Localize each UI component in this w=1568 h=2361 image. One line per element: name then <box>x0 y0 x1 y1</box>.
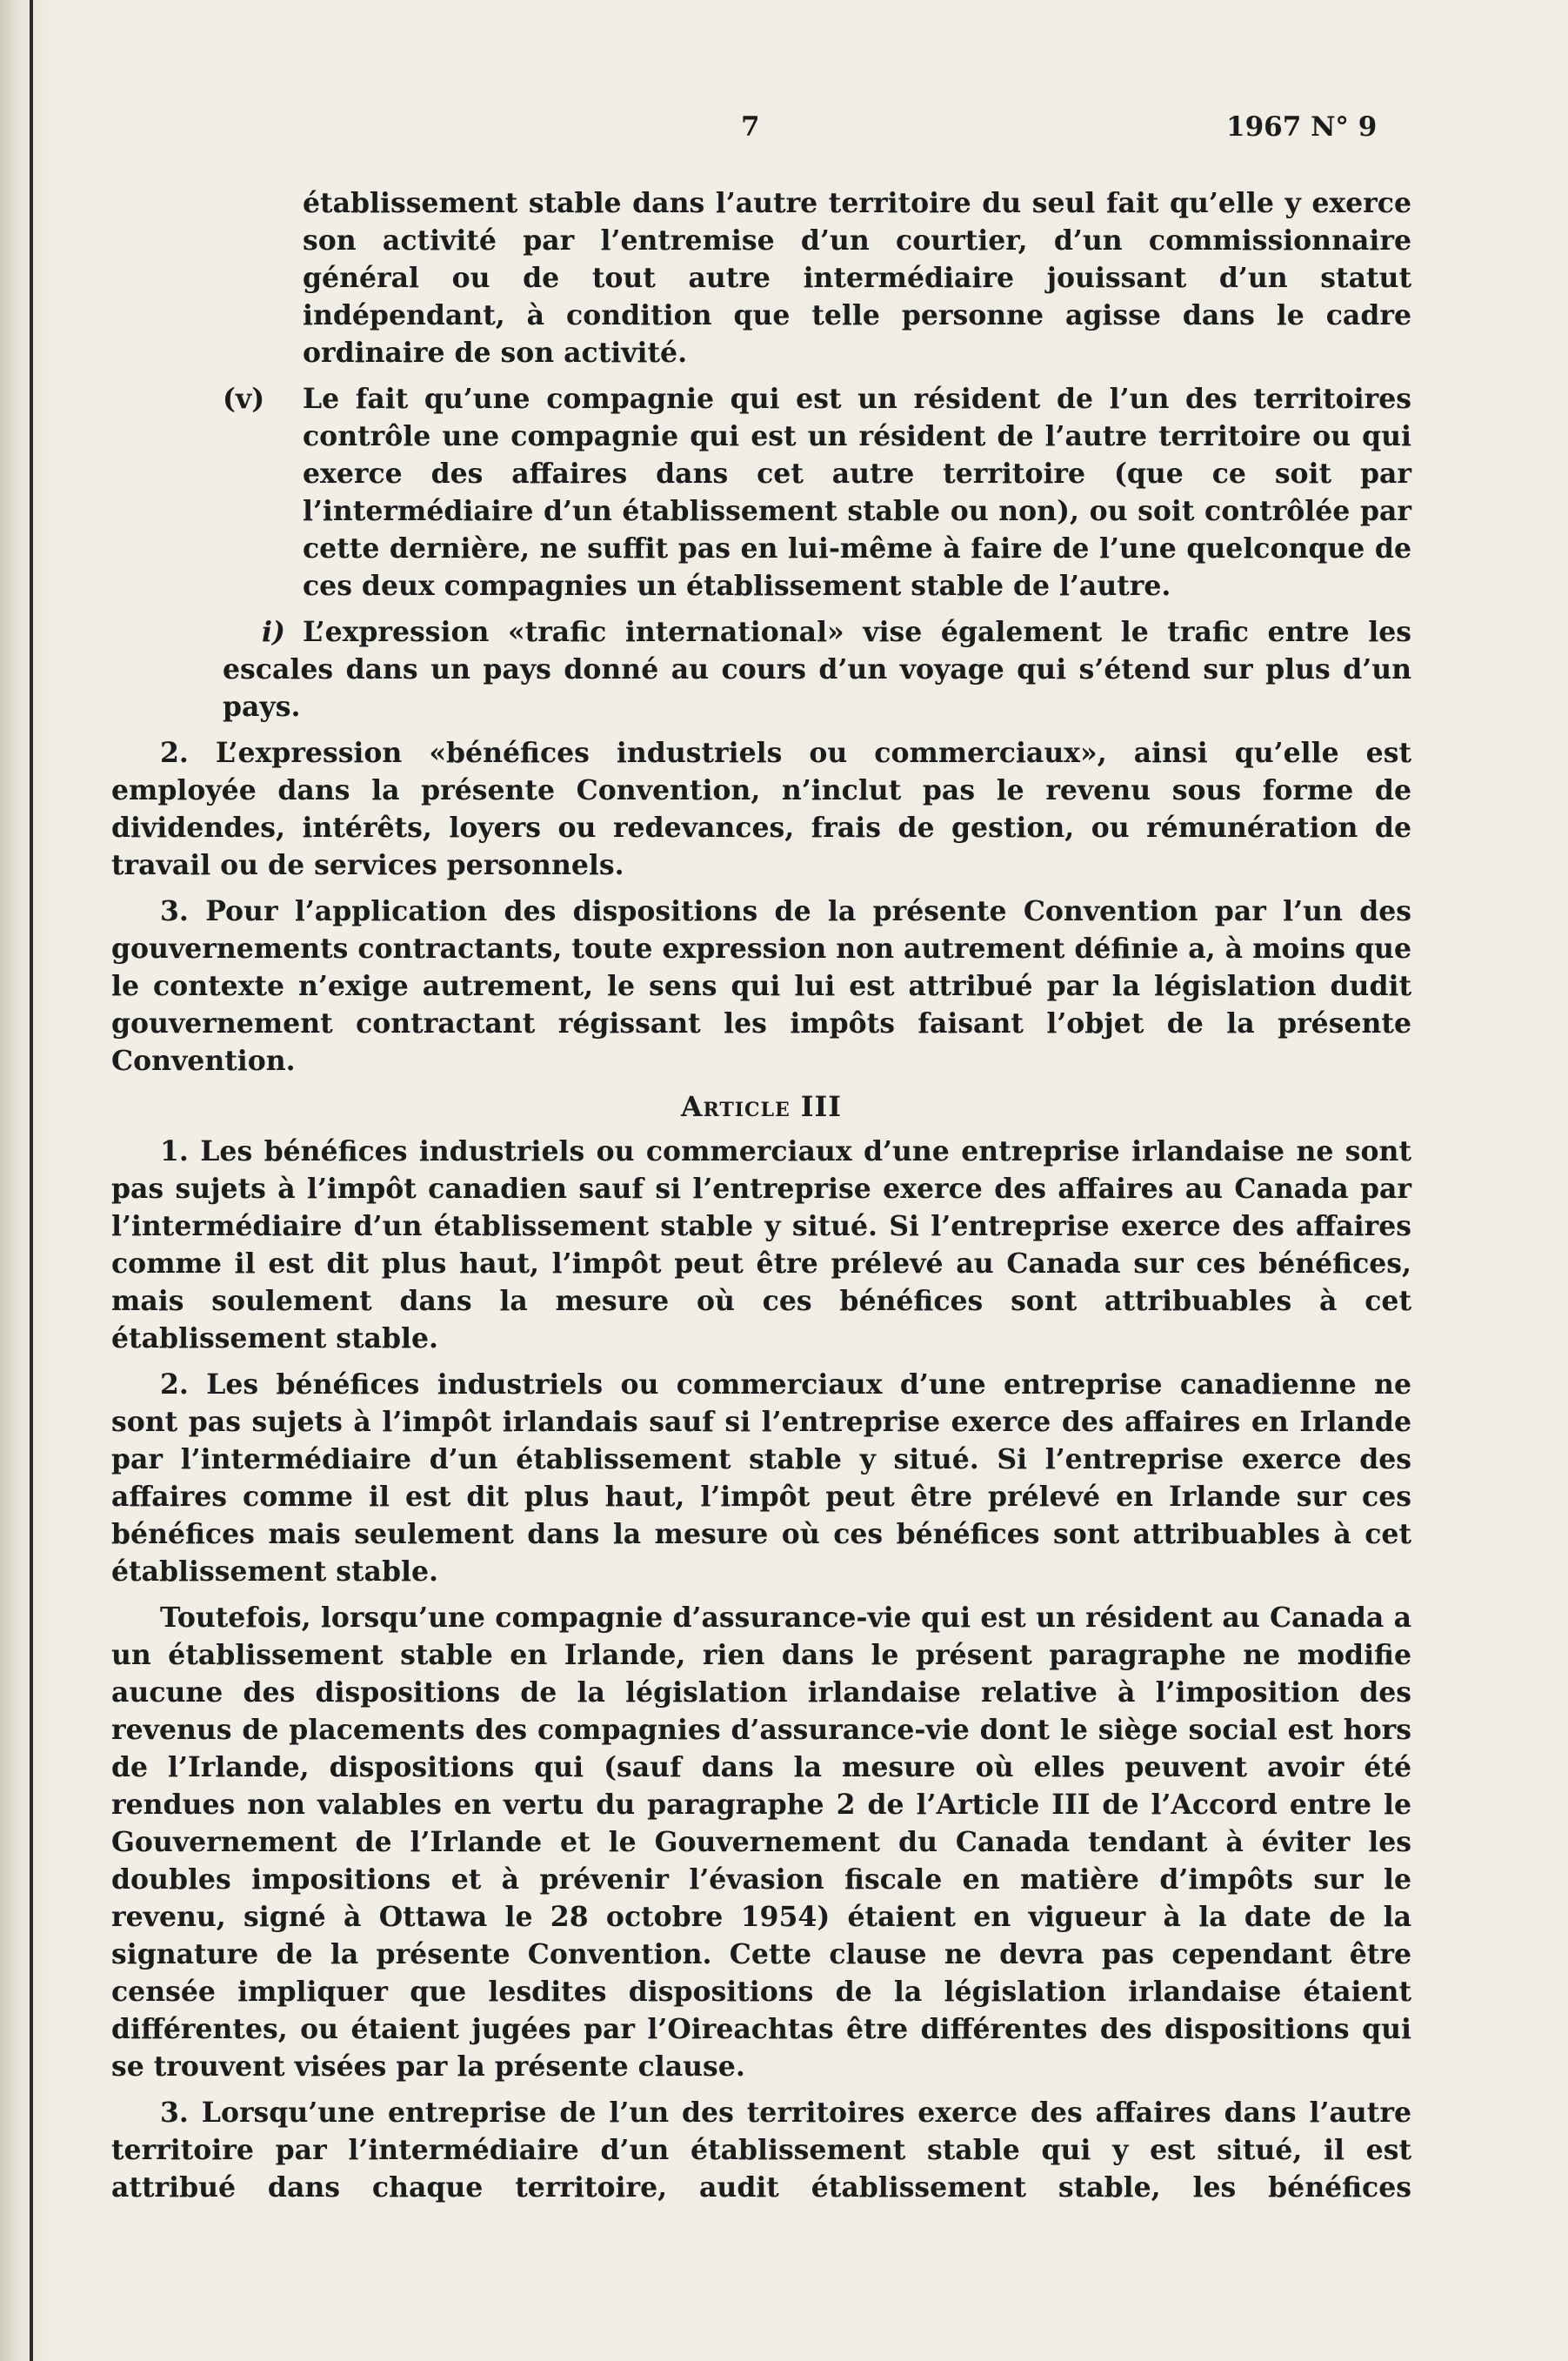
article-title: Article III <box>681 1091 842 1123</box>
continued-paragraph: établissement stable dans l’autre territoire du seul fait qu’elle y exerce son activité par l’entremise d’un courtier, d’un commissionnaire général ou de tout autre intermédiaire jouissant d’un statut indépendant, à condition que telle personne agisse dans le cadre ordinaire de son activité. <box>303 187 1411 369</box>
item-v-text: Le fait qu’une compagnie qui est un résident de l’un des territoires contrôle une compagnie qui est un résident de l’autre territoire ou qui exerce des affaires dans cet autre territoire (que ce soit par l’intermédiaire d’un établissement stable ou non), ou soit contrôlée par cette dernière, ne suffit pas en lui-même à faire de l’une quelconque de ces deux compagnies un établissement stable de l’autre. <box>303 383 1411 602</box>
article-3-paragraph-2-continued: Toutefois, lorsqu’une compagnie d’assurance-vie qui est un résident au Canada a un établissement stable en Irlande, rien dans le présent paragraphe ne modifie aucune des dispositions de la législation irlandaise relative à l’imposition des revenus de placements des compagnies d’assurance-vie dont le siège social est hors de l’Irlande, dispositions qui (sauf dans la mesure où elles peuvent avoir été rendues non valables en vertu du paragraphe 2 de l’Article III de l’Accord entre le Gouvernement de l’Irlande et le Gouvernement du Canada tendant à éviter les doubles impositions et à prévenir l’évasion fiscale en matière d’impôts sur le revenu, signé à Ottawa le 28 octobre 1954) étaient en vigueur à la date de la signature de la présente Convention. Cette clause ne devra pas cependant être censée impliquer que lesdites dispositions de la législation irlandaise étaient différentes, ou étaient jugées par l’Oireachtas être différentes des dispositions qui se trouvent visées par la présente clause. <box>111 1602 1411 2083</box>
item-v <box>223 380 1411 605</box>
item-i-text: L’expression «trafic international» vise également le trafic entre les escales dans un pays donné au cours d’un voyage qui s’étend sur plus d’un pays. <box>223 616 1411 723</box>
article-3-paragraph-3: 3. Lorsqu’une entreprise de l’un des territoires exerce des affaires dans l’autre territoire par l’intermédiaire d’un établissement stable qui y est situé, il est attribué dans chaque territoire, audit établissement stable, les bénéfices <box>111 2097 1411 2204</box>
page-header <box>0 111 1568 155</box>
paragraph-3: 3. Pour l’application des dispositions de la présente Convention par l’un des gouvernements contractants, toute expression non autrement définie a, à moins que le contexte n’exige autrement, le sens qui lui est attribué par la législation dudit gouvernement contractant régissant les impôts faisant l’objet de la présente Convention. <box>111 895 1411 1077</box>
paragraph-2: 2. L’expression «bénéfices industriels ou commerciaux», ainsi qu’elle est employée dans la présente Convention, n’inclut pas le revenu sous forme de dividendes, intérêts, loyers ou redevances, frais de gestion, ou rémunération de travail ou de services personnels. <box>111 737 1411 881</box>
article-3-paragraph-1: 1. Les bénéfices industriels ou commerciaux d’une entreprise irlandaise ne sont pas sujets à l’impôt canadien sauf si l’entreprise exerce des affaires au Canada par l’intermédiaire d’un établissement stable y situé. Si l’entreprise exerce des affaires comme il est dit plus haut, l’impôt peut être prélevé au Canada sur ces bénéfices, mais soulement dans la mesure où ces bénéfices sont attribuables à cet établissement stable. <box>111 1135 1411 1354</box>
page-binding-edge <box>30 0 33 2361</box>
body-text <box>111 184 1411 2215</box>
item-i-label: i) <box>262 616 285 648</box>
document-reference: 1967 N° 9 <box>1226 111 1378 143</box>
page-number: 7 <box>741 111 760 143</box>
item-v-label: (v) <box>223 383 265 415</box>
article-3-paragraph-2: 2. Les bénéfices industriels ou commerciaux d’une entreprise canadienne ne sont pas sujets à l’impôt irlandais sauf si l’entreprise exerce des affaires en Irlande par l’intermédiaire d’un établissement stable y situé. Si l’entreprise exerce des affaires comme il est dit plus haut, l’impôt peut être prélevé en Irlande sur ces bénéfices mais seulement dans la mesure où ces bénéfices sont attribuables à cet établissement stable. <box>111 1368 1411 1588</box>
item-i <box>223 613 1411 726</box>
